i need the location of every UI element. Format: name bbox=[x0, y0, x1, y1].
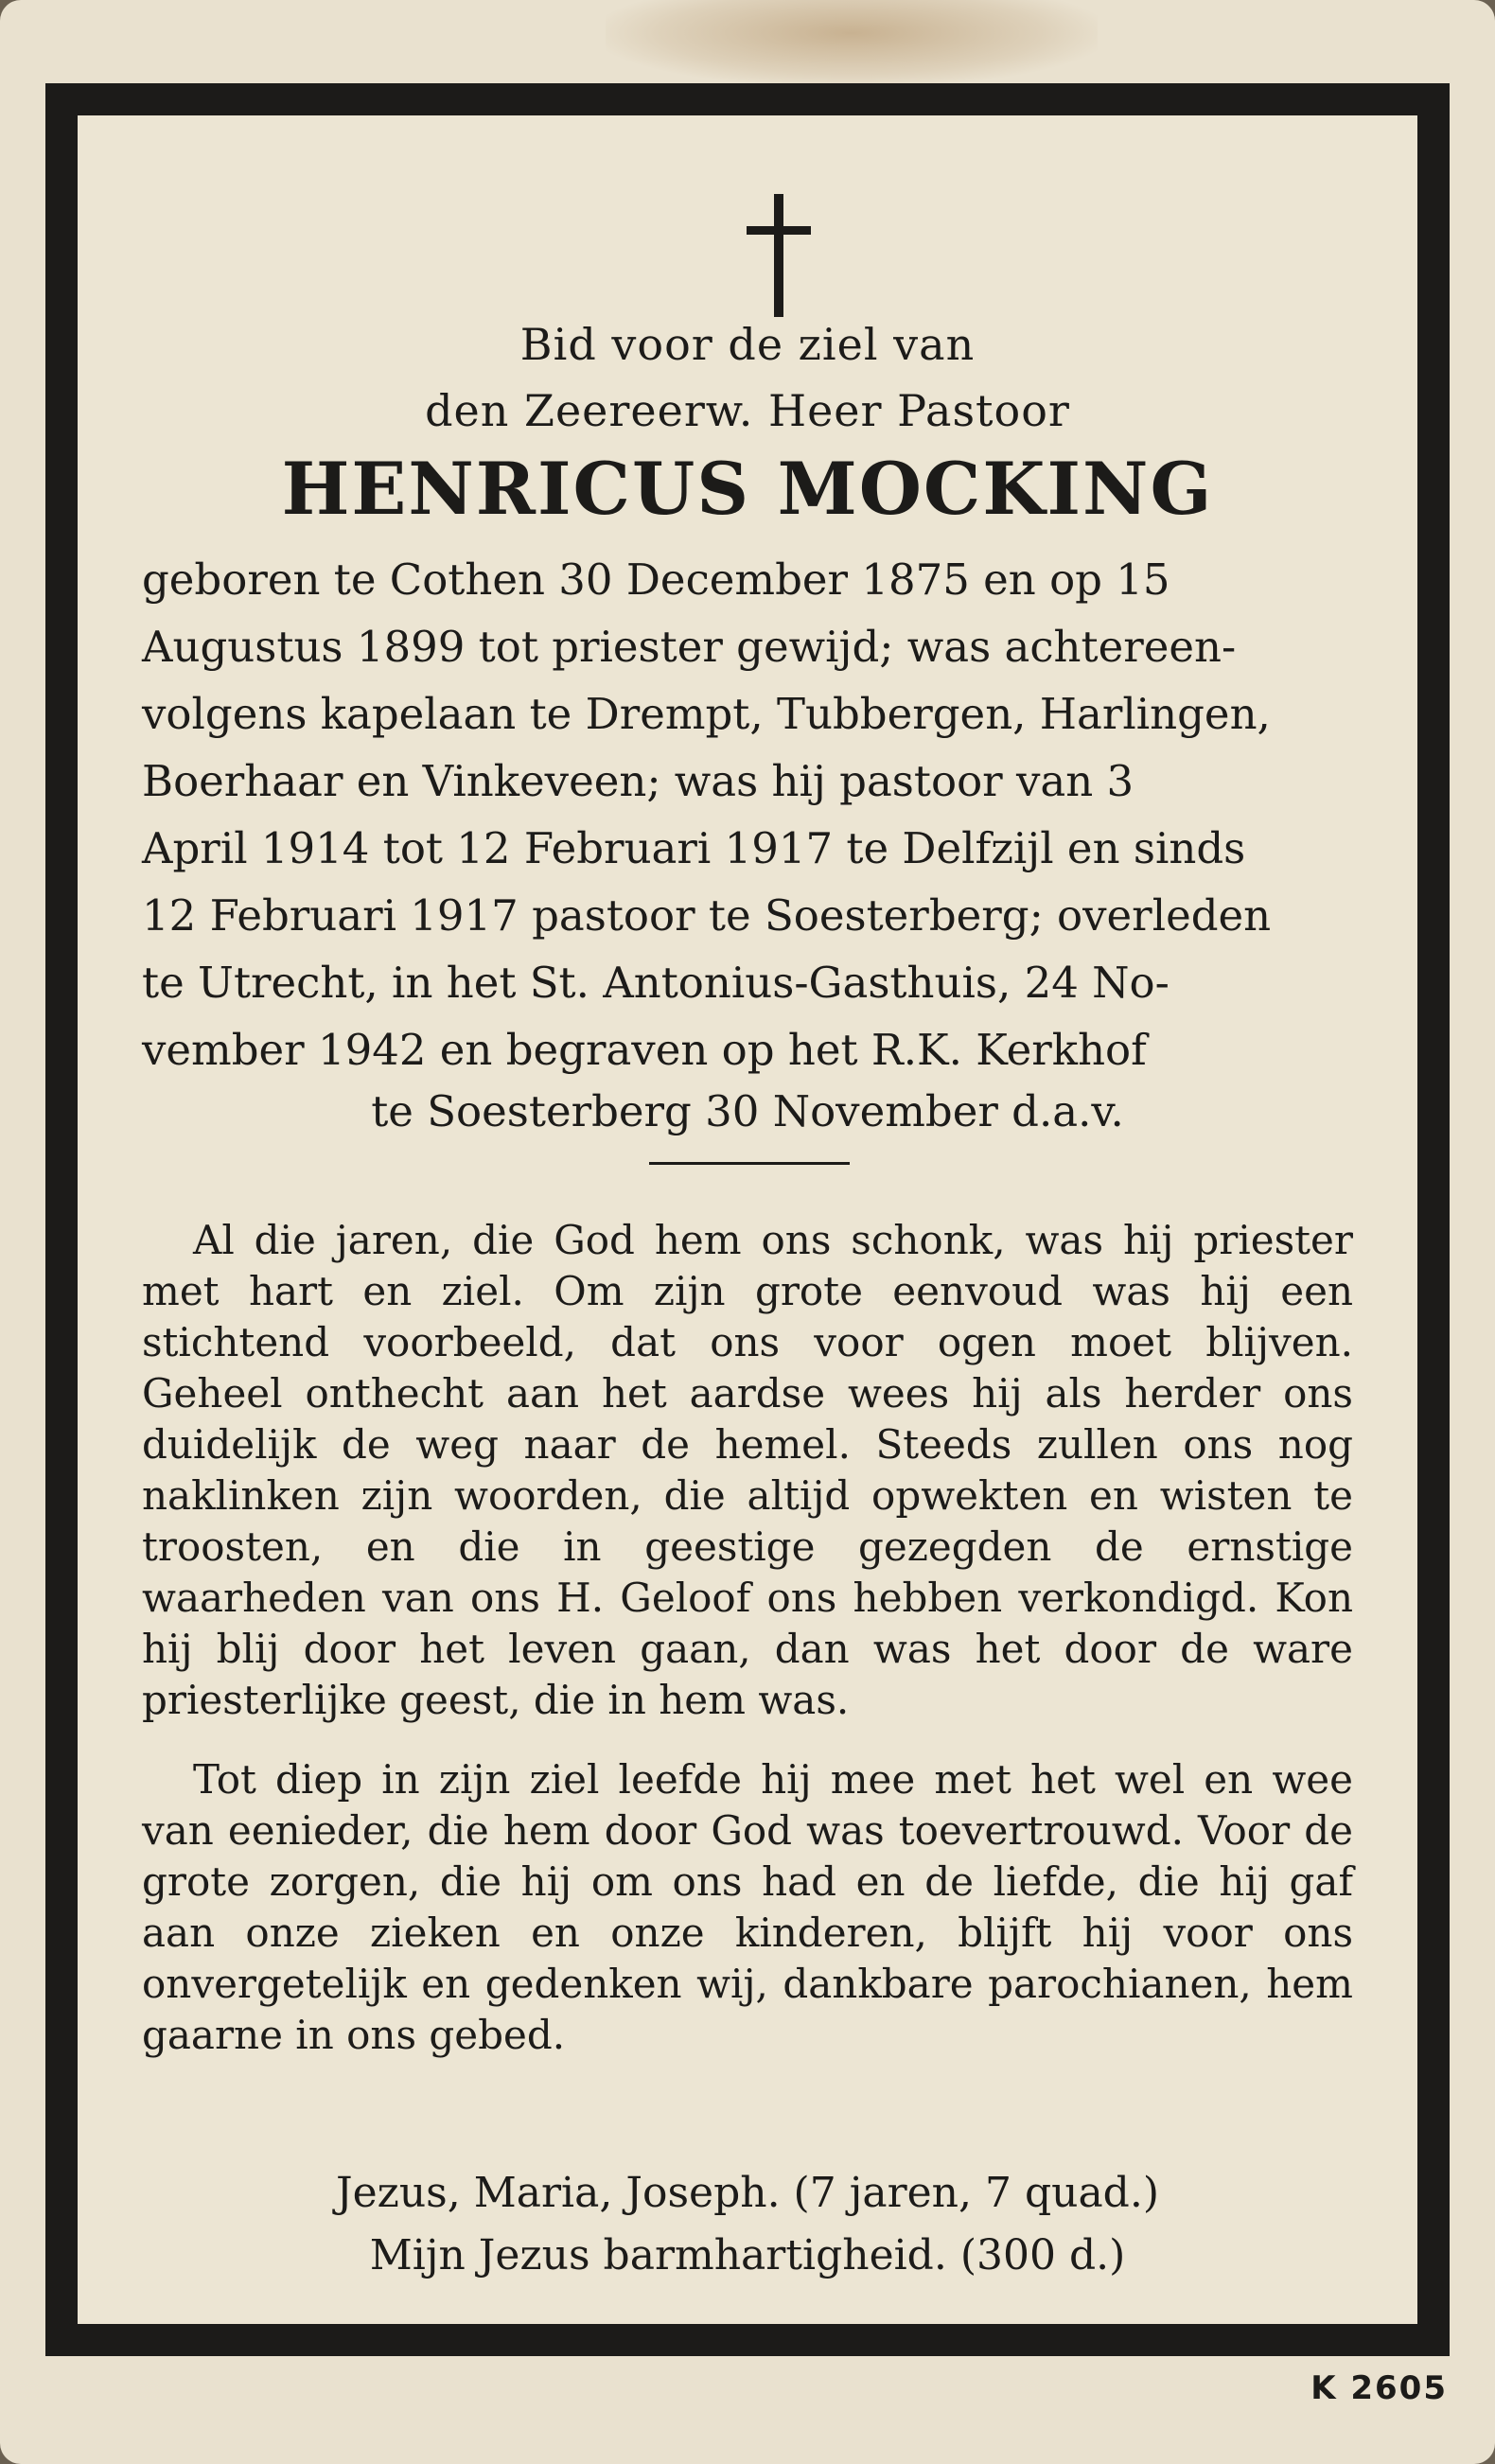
biography bbox=[142, 546, 1353, 1083]
bio-last-line: te Soesterberg 30 November d.a.v. bbox=[371, 1086, 1124, 1136]
cross-icon bbox=[747, 194, 811, 317]
prayer-intro: Bid voor de ziel van bbox=[519, 319, 976, 370]
indulgence-prayer-1: Jezus, Maria, Joseph. (7 jaren, 7 quad.) bbox=[335, 2169, 1159, 2217]
print-code: K 2605 bbox=[1310, 2369, 1448, 2407]
bio-line: te Utrecht, in het St. Antonius-Gasthuis, 24 No- bbox=[142, 958, 1170, 1008]
bio-line: Boerhaar en Vinkeveen; was hij pastoor van 3 bbox=[142, 756, 1134, 806]
deceased-name: HENRICUS MOCKING bbox=[281, 447, 1214, 531]
mourning-border bbox=[45, 83, 1450, 2356]
title-line: den Zeereerw. Heer Pastoor bbox=[425, 385, 1070, 436]
bio-line: 12 Februari 1917 pastoor te Soesterberg; overleden bbox=[142, 890, 1272, 941]
bio-line: volgens kapelaan te Drempt, Tubbergen, Harlingen, bbox=[142, 689, 1271, 739]
bio-line: vember 1942 en begraven op het R.K. Kerkhof bbox=[142, 1025, 1147, 1075]
paper-stain-top bbox=[606, 0, 1098, 85]
bio-line: geboren te Cothen 30 December 1875 en op 15 bbox=[142, 554, 1170, 605]
eulogy-paragraph-2: Tot diep in zijn ziel leefde hij mee met het wel en wee van eenieder, die hem door God was toevertrouwd. Voor de grote zorgen, die hij om ons had en de liefde, die hij gaf aan onze zieken en onze kinderen, blijft hij voor ons onvergetelijk en gedenken wij, dankbare parochianen, hem gaarne in ons gebed. bbox=[142, 1756, 1353, 2058]
indulgence-prayer-2: Mijn Jezus barmhartigheid. (300 d.) bbox=[369, 2231, 1126, 2279]
bio-line: Augustus 1899 tot priester gewijd; was achtereen- bbox=[142, 622, 1237, 672]
eulogy-paragraph-1: Al die jaren, die God hem ons schonk, was hij priester met hart en ziel. Om zijn grote eenvoud was hij een stichtend voorbeeld, dat ons voor ogen moet blijven. Geheel onthecht aan het aardse wees hij als herder ons duidelijk de weg naar de hemel. Steeds zullen ons nog naklinken zijn woorden, die altijd opwekten en wisten te troosten, en die in geestige gezegden de ernstige waarheden van ons H. Geloof ons hebben verkondigd. Kon hij blij door het leven gaan, dan was het door de ware priesterlijke geest, die in hem was. bbox=[142, 1217, 1353, 1723]
section-divider bbox=[649, 1162, 850, 1165]
card-content bbox=[78, 115, 1417, 2324]
bio-line: April 1914 tot 12 Februari 1917 te Delfzijl en sinds bbox=[142, 823, 1246, 873]
